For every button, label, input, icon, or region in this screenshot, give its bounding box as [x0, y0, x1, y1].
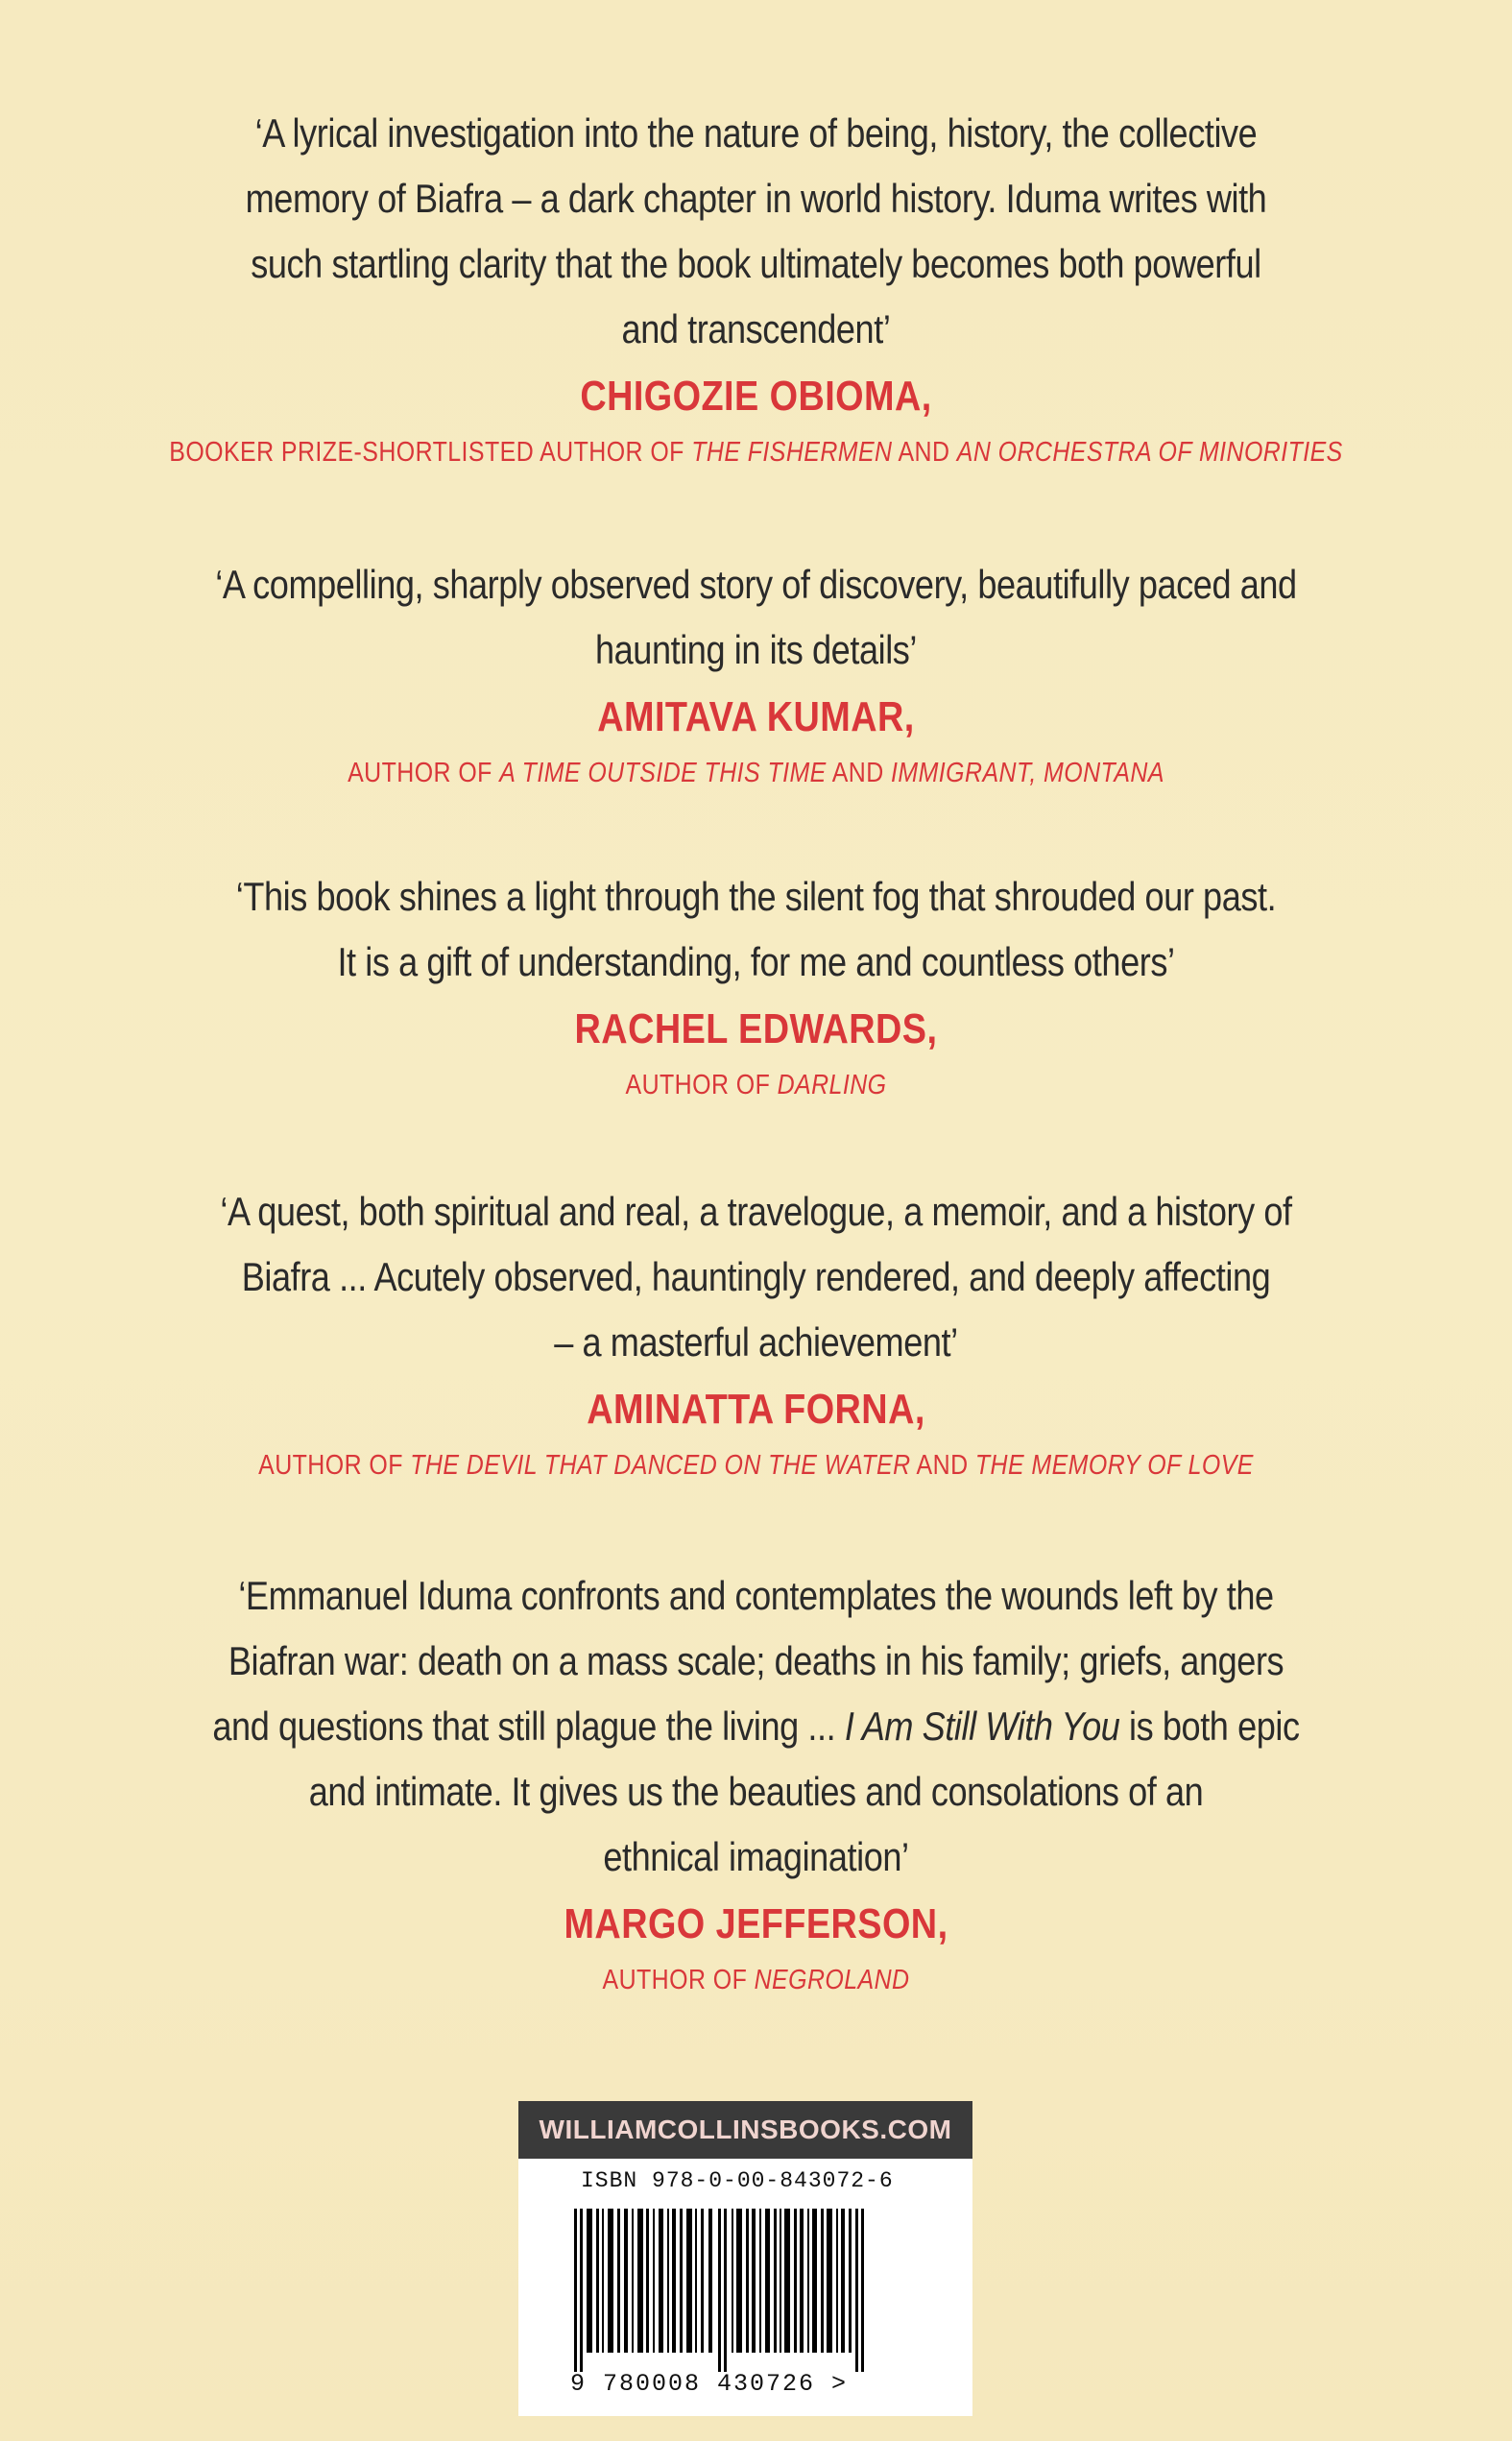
- quote-line: Biafran war: death on a mass scale; deaths in his family; griefs, angers: [228, 1638, 1284, 1683]
- quote-line: ‘A lyrical investigation into the nature of being, history, the collective: [254, 110, 1258, 156]
- credit-title: THE FISHERMEN: [691, 437, 893, 468]
- blurb-quote: [114, 864, 1398, 995]
- book-title: I Am Still With You: [844, 1704, 1120, 1749]
- barcode-bars: [564, 2209, 929, 2372]
- quote-line: ‘A compelling, sharply observed story of discovery, beautifully paced and: [215, 562, 1297, 607]
- credit-title: A TIME OUTSIDE THIS TIME: [499, 758, 827, 788]
- credit-joiner: AND: [910, 1450, 975, 1481]
- credit-title: IMMIGRANT, MONTANA: [891, 758, 1164, 788]
- credit-title: AN ORCHESTRA OF MINORITIES: [956, 437, 1343, 468]
- blurb-edwards: [115, 864, 1397, 1106]
- quote-line: ‘This book shines a light through the silent fog that shrouded our past.: [235, 874, 1277, 919]
- quote-line: such startling clarity that the book ultimately becomes both powerful: [251, 241, 1261, 286]
- credit-joiner: AND: [826, 758, 892, 788]
- blurb-credit: [114, 431, 1398, 473]
- credit-title: THE DEVIL THAT DANCED ON THE WATER: [410, 1450, 911, 1481]
- credit-title: NEGROLAND: [754, 1965, 910, 1995]
- quote-line: – a masterful achievement’: [554, 1319, 958, 1365]
- barcode-panel: [518, 2101, 972, 2416]
- blurb-credit: [114, 1444, 1398, 1486]
- quote-line: and transcendent’: [621, 306, 891, 351]
- blurb-quote: [114, 552, 1398, 683]
- quote-line: and intimate. It gives us the beauties and consolations of an: [308, 1769, 1204, 1814]
- blurb-author: AMITAVA KUMAR,: [597, 693, 915, 740]
- quote-text: is both epic: [1119, 1704, 1300, 1749]
- blurb-author: MARGO JEFFERSON,: [564, 1900, 948, 1947]
- credit-prefix: AUTHOR OF: [258, 1450, 411, 1481]
- blurb-credit: [114, 1959, 1398, 2001]
- quote-text: and questions that still plague the living ...: [212, 1704, 845, 1749]
- quote-line: Biafra ... Acutely observed, hauntingly rendered, and deeply affecting: [241, 1254, 1271, 1299]
- credit-prefix: AUTHOR OF: [348, 758, 500, 788]
- credit-prefix: BOOKER PRIZE-SHORTLISTED AUTHOR OF: [169, 437, 692, 468]
- credit-joiner: AND: [892, 437, 957, 468]
- blurb-forna: [115, 1179, 1397, 1486]
- quote-line: [114, 1694, 1398, 1759]
- credit-title: DARLING: [777, 1070, 887, 1100]
- blurb-credit: [114, 752, 1398, 794]
- barcode-digits: 9 780008 430726 >: [570, 2370, 849, 2398]
- quote-line: haunting in its details’: [594, 627, 918, 672]
- quote-line: It is a gift of understanding, for me and countless others’: [337, 939, 1175, 984]
- blurb-quote: [114, 1179, 1398, 1375]
- blurb-credit: [114, 1064, 1398, 1106]
- blurb-author: CHIGOZIE OBIOMA,: [580, 373, 932, 420]
- publisher-url: WILLIAMCOLLINSBOOKS.COM: [518, 2101, 972, 2159]
- quote-line: ethnical imagination’: [603, 1834, 909, 1879]
- credit-prefix: AUTHOR OF: [602, 1965, 755, 1995]
- quote-line: memory of Biafra – a dark chapter in world history. Iduma writes with: [245, 176, 1267, 221]
- credit-prefix: AUTHOR OF: [625, 1070, 778, 1100]
- blurb-author: RACHEL EDWARDS,: [574, 1005, 938, 1052]
- blurb-kumar: [115, 552, 1397, 794]
- blurb-quote: [114, 101, 1398, 362]
- quote-line: ‘Emmanuel Iduma confronts and contemplates the wounds left by the: [238, 1573, 1274, 1618]
- blurb-quote: [114, 1563, 1398, 1890]
- quote-line: ‘A quest, both spiritual and real, a travelogue, a memoir, and a history of: [220, 1189, 1292, 1234]
- credit-title: THE MEMORY OF LOVE: [974, 1450, 1254, 1481]
- blurb-author: AMINATTA FORNA,: [587, 1386, 925, 1433]
- blurb-obioma: [115, 101, 1397, 473]
- isbn-label: ISBN 978-0-00-843072-6: [581, 2168, 894, 2193]
- blurb-jefferson: [115, 1563, 1397, 2001]
